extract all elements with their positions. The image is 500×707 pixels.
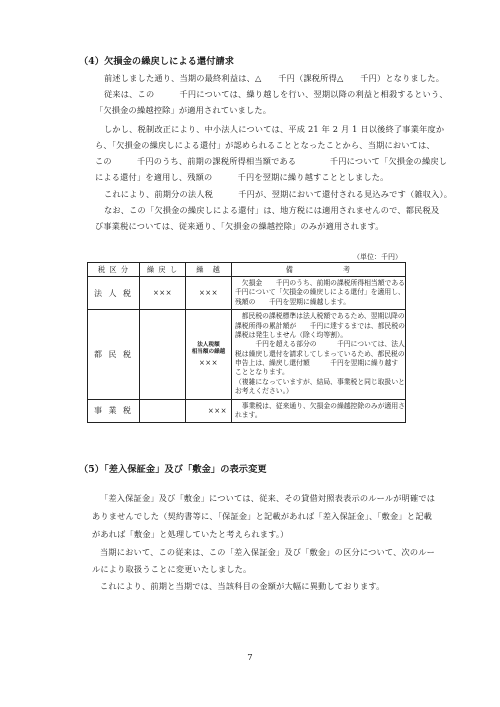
section-4-line: 前述しました通り、当期の最終利益は、△ 千円（課税所得△ 千円）となりました。	[104, 73, 445, 83]
header-carryforward: 繰 越	[186, 263, 232, 277]
page-number: 7	[247, 653, 253, 663]
section-4-line: しかし、税制改正により、中小法人については、平成 21 年 2 月 1 日以後終了事業年度か	[104, 124, 445, 134]
table-row	[88, 277, 406, 310]
row-remarks	[232, 277, 406, 310]
row-category: 事 業 税	[88, 399, 140, 423]
section-4-line: 「欠損金の繰越控除」が適用されていました。	[95, 105, 272, 115]
row-carryback	[140, 399, 186, 423]
section-5-line: 当期において、この従来は、この「差入保証金」及び「敷金」の区分について、次のルー	[100, 547, 436, 557]
table-row	[88, 310, 406, 399]
section-5-heading: （5）「差入保証金」及び「敷金」の表示変更	[79, 464, 267, 475]
header-tax-category: 税 区 分	[88, 263, 140, 277]
section-5-line: ありませんでした（契約書等に、「保証金」と記載があれば「差入保証金」、「敷金」と記載	[92, 511, 432, 521]
header-remarks: 備 考	[232, 263, 406, 277]
section-4-line: 従来は、この 千円については、繰り越しを行い、翌期以降の利益と相殺するという、	[104, 89, 448, 99]
remark-line: 千円を超える部分の 千円については、法人	[235, 340, 405, 349]
remark-line: お考えください。）	[235, 387, 293, 396]
header-carryback: 繰 戻 し	[140, 263, 186, 277]
row-carryback	[140, 310, 186, 399]
row-carryforward-cell	[186, 310, 232, 399]
table-row	[88, 399, 406, 423]
remark-line: 税は繰戻し還付を請求してしまっているため、都民税の	[235, 349, 405, 358]
section-4-line: ら、「欠損金の繰戻しによる還付」が認められることとなったことから、当期においては、	[95, 140, 435, 150]
row-carryforward: ×××	[198, 358, 219, 367]
section-5-line: があれば「敷金」と処理していたと考えられます。）	[92, 529, 289, 539]
section-4-line: なお、この「欠損金の繰戻しによる還付」は、地方税には適用されませんので、都民税及	[104, 205, 440, 215]
section-4-heading: （4）欠損金の繰戻しによる還付請求	[79, 56, 235, 67]
remark-line: 課税所得の累計額が 千円に達するまでは、都民税の	[235, 321, 405, 330]
carryforward-note: 法人税額 相当額の繰越	[191, 341, 226, 355]
unit-note: （単位：千円）	[353, 253, 402, 261]
remark-line: 課税は発生しません（除く均等割）。	[235, 330, 348, 339]
section-4-line: これにより、前期分の法人税 千円が、翌期において還付される見込みです（雑収入）。	[104, 189, 453, 199]
row-carryforward: ×××	[186, 399, 232, 423]
section-5-line: 「差入保証金」及び「敷金」については、従来、その貸借対照表表示のルールが明確では	[100, 493, 436, 503]
remark-line: れます。	[235, 410, 262, 419]
section-4-line: この 千円のうち、前期の課税所得相当額である 千円について「欠損金の繰戻し	[95, 156, 448, 166]
remark-line: 都民税の課税標準は法人税額であるため、翌期以降の	[235, 312, 405, 321]
section-4-line: による還付」を適用し、残額の 千円を翌期に繰り越すこととしました。	[95, 172, 389, 182]
remark-line: 残額の 千円を翌期に繰越します。	[235, 297, 351, 306]
remark-line: こととなります。	[235, 368, 289, 377]
remark-line: 千円について「欠損金の繰戻しによる還付」を適用し、	[235, 288, 405, 297]
remark-line: （複雑になっていますが、結局、事業税と同じ取扱いと	[235, 377, 405, 386]
section-5-line: これにより、前期と当期では、当該科目の金額が大幅に異動しております。	[100, 581, 385, 591]
row-category: 都 民 税	[88, 310, 140, 399]
row-remarks	[232, 399, 406, 423]
remark-line: 申告上は、繰戻し還付額 千円を翌期に繰り越す	[235, 359, 399, 367]
row-category: 法 人 税	[88, 277, 140, 310]
table-header-row	[88, 263, 406, 277]
remark-line: 事業税は、従来通り、欠損金の繰越控除のみが適用さ	[235, 401, 405, 410]
row-carryback: ×××	[140, 277, 186, 310]
row-remarks	[232, 310, 406, 399]
section-4-line: び事業税については、従来通り、「欠損金の繰越控除」のみが適用されます。	[95, 221, 384, 231]
tax-carryover-table	[87, 262, 406, 423]
row-carryforward: ×××	[186, 277, 232, 310]
section-5-line: ルにより取扱うことに変更いたしました。	[92, 564, 252, 574]
remark-line: 欠損金 千円のうち、前期の課税所得相当額である	[235, 279, 405, 287]
